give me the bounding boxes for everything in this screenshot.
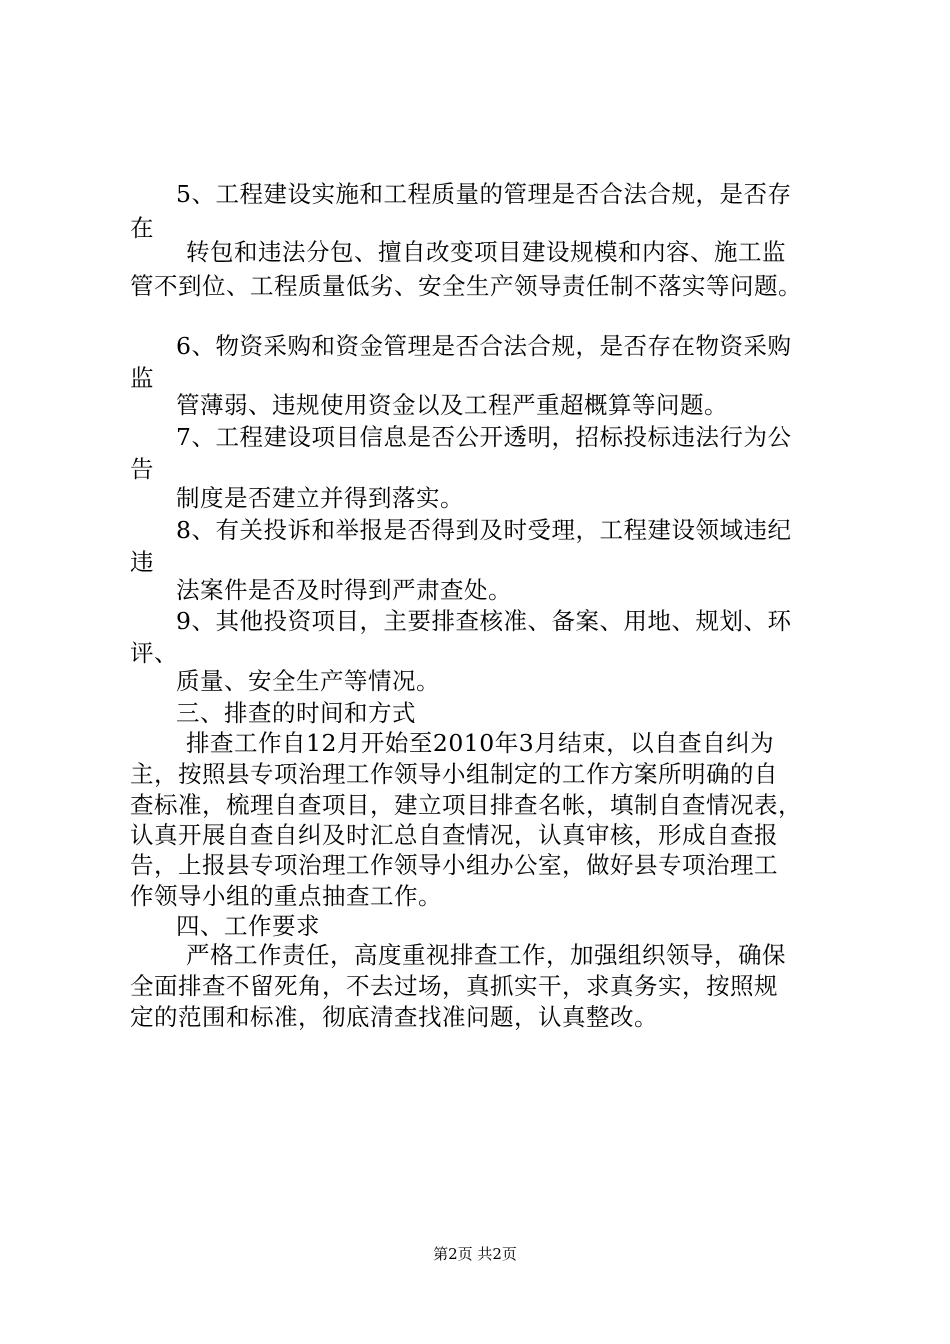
body-line: 违 xyxy=(130,548,154,576)
page-number: 第2页 共2页 xyxy=(433,1245,517,1263)
body-line: 6、物资采购和资金管理是否合法合规，是否存在物资采购 xyxy=(176,332,792,360)
body-line: 定的范围和标准，彻底清查找准问题，认真整改。 xyxy=(130,1003,658,1031)
body-line: 法案件是否及时得到严肃查处。 xyxy=(176,576,512,604)
section-heading: 四、工作要求 xyxy=(176,912,320,940)
body-line: 严格工作责任，高度重视排查工作，加强组织领导，确保 xyxy=(186,941,786,969)
body-line: 告，上报县专项治理工作领导小组办公室，做好县专项治理工 xyxy=(130,851,778,879)
body-line: 认真开展自查自纠及时汇总自查情况，认真审核，形成自查报 xyxy=(130,821,778,849)
body-line: 主，按照县专项治理工作领导小组制定的工作方案所明确的自 xyxy=(130,760,778,788)
body-line: 查标准，梳理自查项目，建立项目排查名帐，填制自查情况表， xyxy=(130,791,802,819)
body-line: 转包和违法分包、擅自改变项目建设规模和内容、施工监 xyxy=(186,238,786,266)
body-line: 全面排查不留死角，不去过场，真抓实干，求真务实，按照规 xyxy=(130,972,778,1000)
body-line: 7、工程建设项目信息是否公开透明，招标投标违法行为公 xyxy=(176,423,792,451)
body-line: 评、 xyxy=(130,639,178,667)
body-line: 管薄弱、违规使用资金以及工程严重超概算等问题。 xyxy=(176,391,728,419)
body-line: 9、其他投资项目，主要排查核准、备案、用地、规划、环 xyxy=(176,607,792,635)
body-line: 监 xyxy=(130,364,154,392)
body-line: 管不到位、工程质量低劣、安全生产领导责任制不落实等问题。 xyxy=(130,272,802,300)
body-line: 5、工程建设实施和工程质量的管理是否合法合规，是否存 xyxy=(176,180,792,208)
section-heading: 三、排查的时间和方式 xyxy=(176,699,416,727)
body-line: 质量、安全生产等情况。 xyxy=(176,667,440,695)
body-line: 作领导小组的重点抽查工作。 xyxy=(130,882,442,910)
body-line: 排查工作自12月开始至2010年3月结束，以自查自纠为 xyxy=(186,729,775,757)
body-line: 制度是否建立并得到落实。 xyxy=(176,484,464,512)
body-line: 告 xyxy=(130,455,154,483)
body-line: 8、有关投诉和举报是否得到及时受理，工程建设领域违纪 xyxy=(176,516,792,544)
body-line: 在 xyxy=(130,214,154,242)
